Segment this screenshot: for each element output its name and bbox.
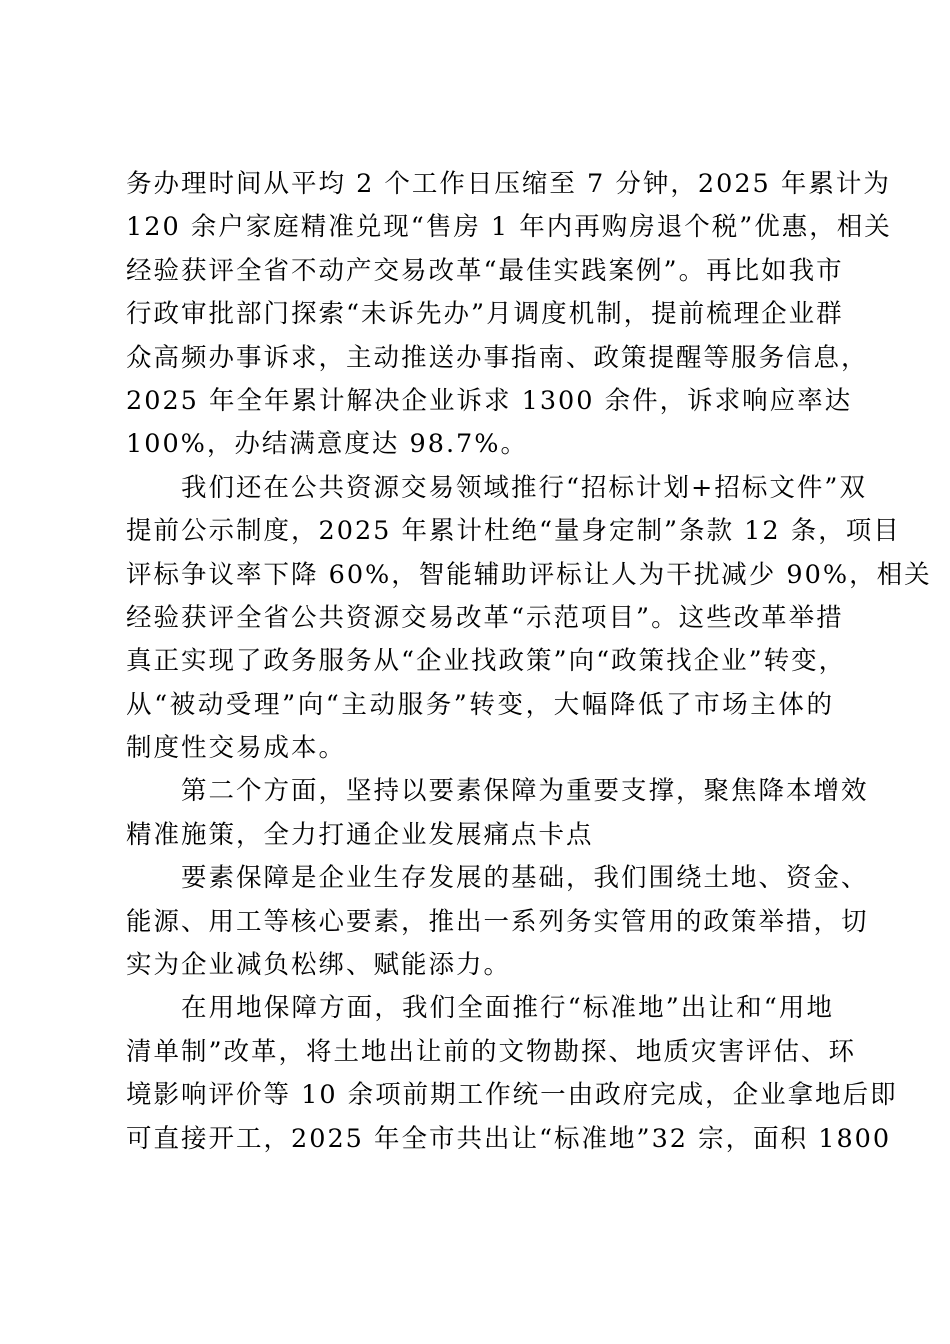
text-line: 真正实现了政务服务从“企业找政策”向“政策找企业”转变，: [126, 646, 847, 677]
text-line: 经验获评全省公共资源交易改革“示范项目”。这些改革举措: [126, 602, 844, 633]
text-line: 众高频办事诉求，主动推送办事指南、政策提醒等服务信息，: [126, 342, 869, 373]
text-line: 在用地保障方面，我们全面推行“标准地”出让和“用地: [181, 993, 834, 1024]
text-line: 精准施策，全力打通企业发展痛点卡点: [126, 819, 594, 850]
text-line: 务办理时间从平均 2 个工作日压缩至 7 分钟，2025 年累计为: [126, 169, 891, 199]
document-body: [126, 163, 932, 1161]
text-line: 2025 年全年累计解决企业诉求 1300 余件，诉求响应率达: [126, 385, 853, 416]
paragraph: [126, 770, 869, 857]
paragraph: [126, 857, 869, 987]
paragraph: [126, 987, 898, 1161]
text-line: 第二个方面，坚持以要素保障为重要支撑，聚焦降本增效: [181, 776, 869, 807]
text-line: 行政审批部门探索“未诉先办”月调度机制，提前梳理企业群: [126, 299, 844, 330]
text-line: 100%，办结满意度达 98.7%。: [126, 429, 529, 460]
text-line: 提前公示制度，2025 年累计杜绝“量身定制”条款 12 条，项目: [126, 516, 901, 547]
text-line: 120 余户家庭精准兑现“售房 1 年内再购房退个税”优惠，相关: [126, 212, 892, 243]
text-line: 可直接开工，2025 年全市共出让“标准地”32 宗，面积 1800: [126, 1123, 892, 1154]
text-line: 从“被动受理”向“主动服务”转变，大幅降低了市场主体的: [126, 689, 834, 720]
text-line: 要素保障是企业生存发展的基础，我们围绕土地、资金、: [181, 863, 869, 894]
text-line: 我们还在公共资源交易领域推行“招标计划+招标文件”双: [181, 472, 867, 503]
text-line: 实为企业减负松绑、赋能添力。: [126, 950, 512, 981]
paragraph: [126, 163, 892, 467]
paragraph: [126, 467, 932, 771]
text-line: 经验获评全省不动产交易改革“最佳实践案例”。再比如我市: [126, 255, 844, 286]
text-line: 能源、用工等核心要素，推出一系列务实管用的政策举措，切: [126, 906, 869, 937]
text-line: 制度性交易成本。: [126, 733, 347, 764]
text-line: 境影响评价等 10 余项前期工作统一由政府完成，企业拿地后即: [126, 1080, 898, 1111]
text-line: 评标争议率下降 60%，智能辅助评标让人为干扰减少 90%，相关: [126, 559, 932, 590]
text-line: 清单制”改革，将土地出让前的文物勘探、地质灾害评估、环: [126, 1036, 857, 1067]
